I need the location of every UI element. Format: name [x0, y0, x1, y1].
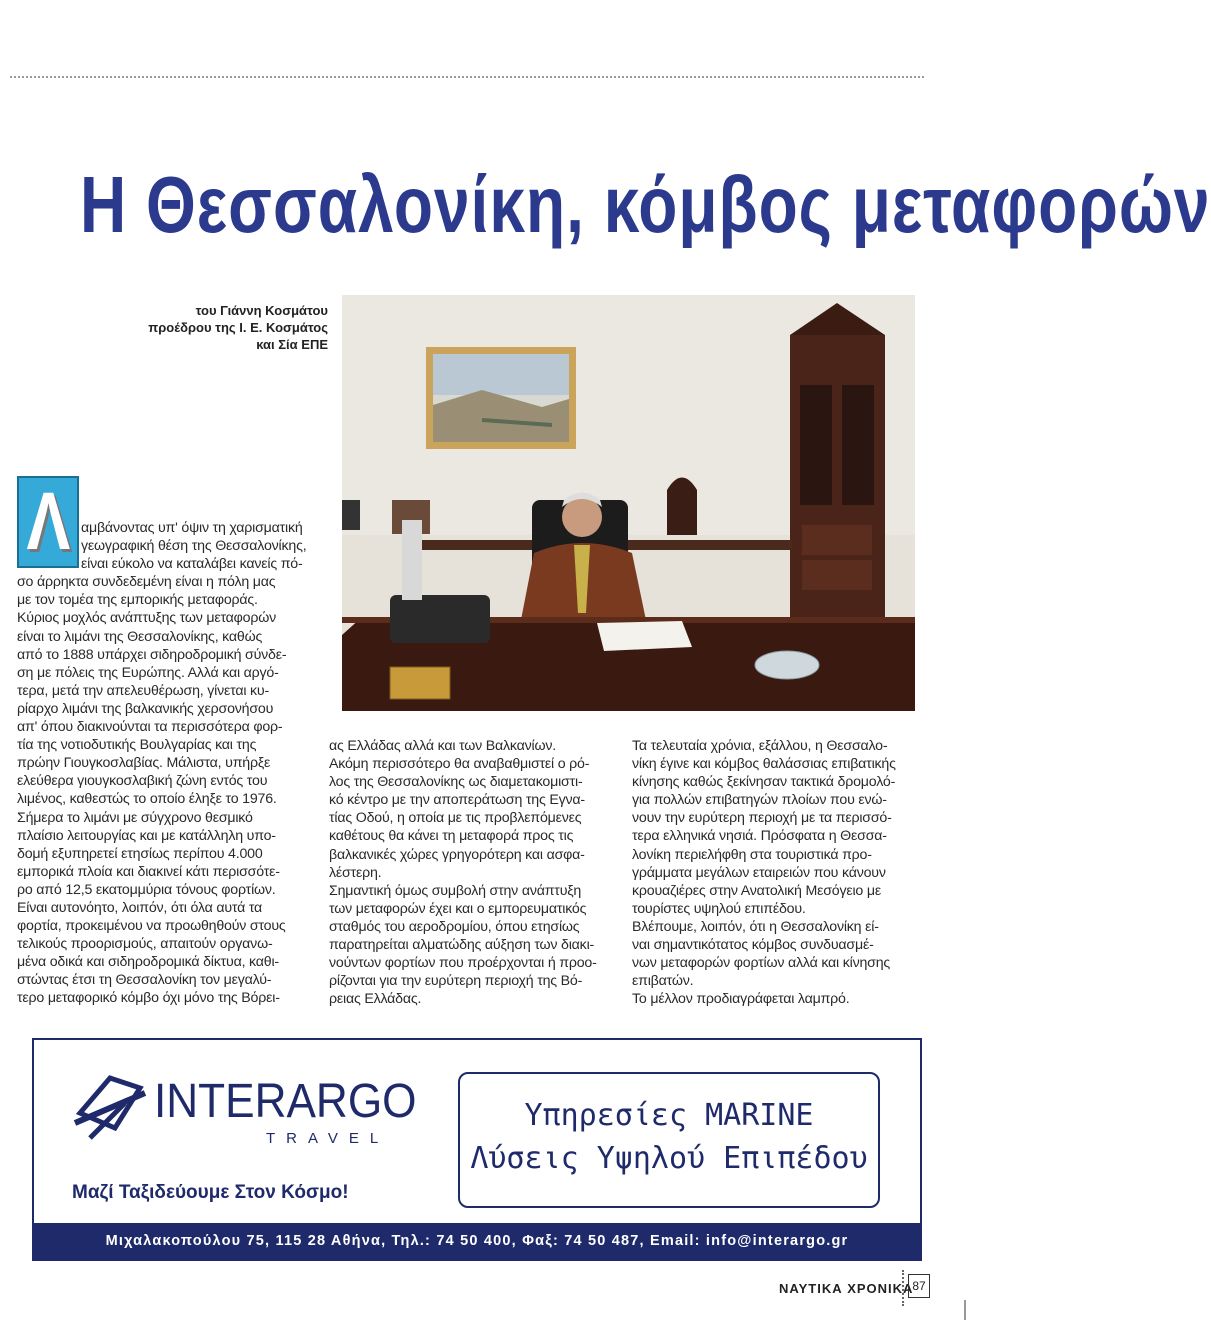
paragraph-line: Το μέλλον προδιαγράφεται λαμπρό. — [632, 991, 850, 1008]
paragraph-line: τελικούς προορισμούς, απαιτούν οργανω- — [17, 936, 273, 953]
paragraph-line: νίκη έγινε και κόμβος θαλάσσιας επιβατικής — [632, 756, 896, 773]
paragraph-line: λέστερη. — [329, 864, 382, 881]
marine-services-box — [458, 1072, 880, 1208]
paragraph-line: τία της νοτιοδυτικής Βουλγαρίας και της — [17, 737, 257, 754]
paragraph-line: σο άρρηκτα συνδεδεμένη είναι η πόλη μας — [17, 574, 276, 591]
paragraph-line: ρο από 12,5 εκατομμύρια τόνους φορτίων. — [17, 881, 276, 898]
interargo-advertisement — [32, 1038, 922, 1261]
footer-divider — [902, 1270, 904, 1306]
brand-name: INTERARGO — [154, 1075, 417, 1128]
paragraph-line: δομή εξυπηρετεί ετησίως περίπου 4.000 — [17, 845, 263, 862]
paragraph-line: Τα τελευταία χρόνια, εξάλλου, η Θεσσαλο- — [632, 738, 888, 754]
paragraph-line: φορτία, προκειμένου να προωθηθούν στους — [17, 918, 286, 935]
paragraph-line: είναι το λιμάνι της Θεσσαλονίκης, καθώς — [17, 628, 263, 645]
paragraph-line: λιμένος, καθεστώς το οποίο έληξε το 1976. — [17, 791, 277, 808]
paragraph-line: για πολλών επιβατηγών πλοίων που ενώ- — [632, 792, 887, 809]
paragraph-line: επιβατών. — [632, 973, 694, 990]
drop-cap-letter: Λ — [26, 476, 70, 567]
paragraph-line: τερα, μετά την απελευθέρωση, γίνεται κυ- — [17, 682, 269, 699]
paragraph-line: κίνησης καθώς ξεκίνησαν τακτικά δρομολό- — [632, 774, 896, 791]
top-dotted-rule — [10, 76, 924, 78]
paragraph-line: Σήμερα το λιμάνι με σύγχρονο θεσμικό — [17, 809, 253, 826]
paragraph-line: γράμματα μεγάλων εταιρειών που κάνουν — [632, 864, 886, 881]
globe-plane-icon — [70, 1068, 150, 1148]
paragraph-line: ναι σημαντικότατος κόμβος συνδυασμέ- — [632, 937, 874, 954]
paragraph-line: ση με πόλεις της Ευρώπης. Αλλά και αργό- — [17, 664, 279, 681]
paragraph-line: βαλκανικές χώρες γρηγορότερη και ασφα- — [329, 846, 585, 863]
marine-line-1: Υπηρεσίες MARINE — [524, 1098, 814, 1133]
paragraph-line: ρίαρχο λιμάνι της βαλκανικής χερσονήσου — [17, 700, 274, 717]
paragraph-line: Σημαντική όμως συμβολή στην ανάπτυξη — [329, 882, 582, 899]
paragraph-line: αμβάνοντας υπ' όψιν τη χαρισματική — [81, 520, 303, 536]
paragraph-line: μένα οδικά και σιδηροδρομικά δίκτυα, καθι- — [17, 954, 279, 971]
paragraph-line: απ' όπου διακινούνται τα περισσότερα φορ- — [17, 719, 283, 736]
paragraph-line: ας Ελλάδας αλλά και των Βαλκανίων. — [329, 738, 556, 754]
office-photo — [342, 295, 915, 711]
paragraph-line: λονίκη περιελήφθη στα τουριστικά προ- — [632, 846, 872, 863]
article-title: Η Θεσσαλονίκη, κόμβος μεταφορών — [80, 159, 1211, 250]
column-1 — [17, 519, 322, 1008]
paragraph-line: ρίζονται για την ευρύτερη περιοχή της Βό- — [329, 973, 583, 990]
paragraph-line: Κύριος μοχλός ανάπτυξης των μεταφορών — [17, 610, 277, 627]
paragraph-line: κό κέντρο με την αποπεράτωση της Εγνα- — [329, 792, 585, 809]
paragraph-line: τερο μεταφορικό κόμβο όχι μόνο της Βόρει- — [17, 990, 280, 1007]
byline-line: προέδρου της Ι. Ε. Κοσμάτος — [148, 320, 328, 335]
paragraph-line: νούντων φορτίων που προέρχονται ή προο- — [329, 955, 597, 972]
paragraph-line: παρατηρείται αλματώδης αύξηση των διακι- — [329, 937, 595, 954]
paragraph-line: ρειας Ελλάδας. — [329, 991, 422, 1008]
byline-line: του Γιάννη Κοσμάτου — [195, 303, 328, 318]
brand-sub: TRAVEL — [266, 1130, 390, 1147]
paragraph-line: σταθμός του αεροδρομίου, όπου ετησίως — [329, 918, 580, 935]
column-2 — [329, 737, 613, 1008]
paragraph-line: κρουαζιέρες στην Ανατολική Μεσόγειο με — [632, 882, 881, 899]
edge-rule — [964, 1300, 966, 1320]
paragraph-line: γεωγραφική θέση της Θεσσαλονίκης, — [81, 538, 307, 555]
paragraph-line: Είναι αυτονόητο, λοιπόν, ότι όλα αυτά τα — [17, 899, 263, 916]
paragraph-line: Ακόμη περισσότερο θα αναβαθμιστεί ο ρό- — [329, 756, 590, 773]
paragraph-line: πρώην Γιουγκοσλαβίας. Μάλιστα, υπήρξε — [17, 755, 271, 772]
paragraph-line: καθέτους θα κάνει τη μεταφορά προς τις — [329, 828, 574, 845]
paragraph-line: πλαίσιο λειτουργίας και με κατάλληλη υπο- — [17, 827, 276, 844]
paragraph-line: νων μεταφορών φορτίων αλλά και κίνησης — [632, 955, 891, 972]
paragraph-line: λος της Θεσσαλονίκης ως διαμετακομιστι- — [329, 774, 583, 791]
paragraph-line: είναι εύκολο να καταλάβει κανείς πό- — [81, 556, 303, 573]
page-number: 87 — [908, 1274, 930, 1298]
paragraph-line: νουν την ευρύτερη περιοχή με τα περισσό- — [632, 810, 892, 827]
ad-slogan: Μαζί Ταξιδεύουμε Στον Κόσμο! — [72, 1182, 349, 1203]
paragraph-line: από το 1888 υπάρχει σιδηροδρομική σύνδε- — [17, 646, 287, 663]
column-3 — [632, 737, 917, 1008]
paragraph-line: στώντας έτσι τη Θεσσαλονίκη τον μεγαλύ- — [17, 972, 272, 989]
byline-line: και Σία ΕΠΕ — [256, 337, 328, 352]
paragraph-line: με τον τομέα της εμπορικής μεταφοράς. — [17, 592, 258, 609]
marine-line-2: Λύσεις Υψηλού Επιπέδου — [470, 1141, 868, 1176]
paragraph-line: εμπορικά πλοία και διακινεί κάτι περισσότε- — [17, 863, 280, 880]
byline — [148, 302, 328, 353]
paragraph-line: τουρίστες υψηλού επιπέδου. — [632, 900, 806, 917]
magazine-name: ΝΑΥΤΙΚΑ ΧΡΟΝΙΚΑ — [779, 1281, 914, 1296]
paragraph-line: Βλέπουμε, λοιπόν, ότι η Θεσσαλονίκη εί- — [632, 918, 879, 935]
paragraph-line: τερα ελληνικά νησιά. Πρόσφατα η Θεσσα- — [632, 828, 887, 845]
ad-contact-bar: Μιχαλακοπούλου 75, 115 28 Αθήνα, Τηλ.: 74 50 400, Φαξ: 74 50 487, Email: info@interargo.gr — [34, 1223, 920, 1259]
interargo-logo — [70, 1068, 417, 1148]
paragraph-line: των μεταφορών έχει και ο εμπορευματικός — [329, 900, 587, 917]
paragraph-line: ελεύθερα γιουγκοσλαβική ζώνη εντός του — [17, 773, 268, 790]
paragraph-line: τίας Οδού, η οποία με τις προβλεπόμενες — [329, 810, 582, 827]
